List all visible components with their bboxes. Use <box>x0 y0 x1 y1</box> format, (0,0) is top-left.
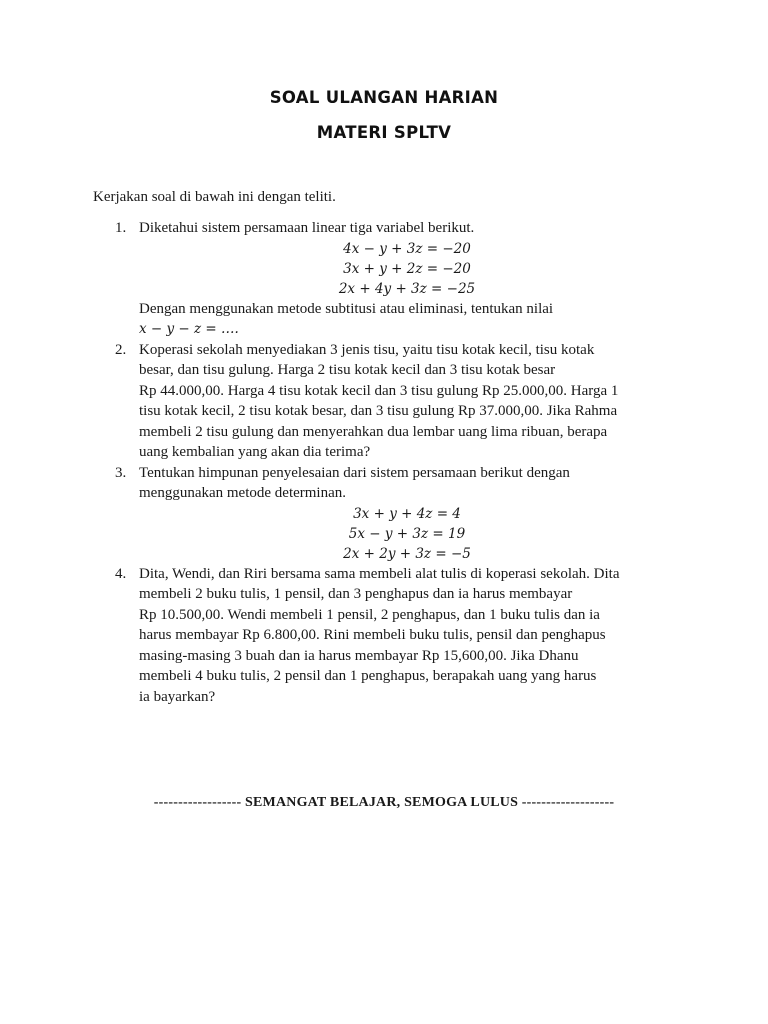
question-number: 1. <box>115 220 127 236</box>
question-text-line: membeli 4 buku tulis, 2 pensil dan 1 penghapus, berapakah uang yang harus <box>139 668 597 684</box>
question-text-line: uang kembalian yang akan dia terima? <box>139 444 371 460</box>
equation-system <box>139 504 675 564</box>
question-text-line: Dita, Wendi, dan Riri bersama sama membeli alat tulis di koperasi sekolah. Dita <box>139 565 620 582</box>
question-list <box>93 218 675 707</box>
equation-system <box>139 239 675 299</box>
question-text-line: membeli 2 buku tulis, 1 pensil, dan 3 penghapus dan ia harus membayar <box>139 586 573 602</box>
question-1 <box>93 218 675 340</box>
equation: 3x + y + 2z = −20 <box>343 260 471 277</box>
equation: 2x + 4y + 3z = −25 <box>338 280 476 297</box>
question-text-line: Tentukan himpunan penyelesaian dari sistem persamaan berikut dengan <box>139 464 570 481</box>
question-text: Dengan menggunakan metode subtitusi atau eliminasi, tentukan nilai <box>139 300 554 317</box>
question-text-line: membeli 2 tisu gulung dan menyerahkan dua lembar uang lima ribuan, berapa <box>139 423 608 440</box>
question-3 <box>93 463 675 564</box>
page-subtitle: MATERI SPLTV <box>316 123 452 142</box>
page-title: SOAL ULANGAN HARIAN <box>269 88 499 107</box>
question-text-line: besar, dan tisu gulung. Harga 2 tisu kotak kecil dan 3 tisu kotak besar <box>139 362 556 378</box>
closing-message: ------------------ SEMANGAT BELAJAR, SEMOGA LULUS ------------------- <box>153 795 615 810</box>
question-text-line: Rp 10.500,00. Wendi membeli 1 pensil, 2 penghapus, dan 1 buku tulis dan ia <box>139 606 600 623</box>
question-text: Diketahui sistem persamaan linear tiga variabel berikut. <box>139 220 475 236</box>
question-text-line: Rp 44.000,00. Harga 4 tisu kotak kecil dan 3 tisu gulung Rp 25.000,00. Harga 1 <box>139 382 619 399</box>
question-text-line: menggunakan metode determinan. <box>139 485 347 501</box>
question-4 <box>93 564 675 708</box>
question-number: 3. <box>115 464 127 481</box>
equation: 4x − y + 3z = −20 <box>343 240 471 257</box>
question-text-line: harus membayar Rp 6.800,00. Rini membeli buku tulis, pensil dan penghapus <box>139 627 606 643</box>
equation: 3x + y + 4z = 4 <box>353 505 461 522</box>
equation: 2x + 2y + 3z = −5 <box>343 545 471 562</box>
question-text-line: Koperasi sekolah menyediakan 3 jenis tisu, yaitu tisu kotak kecil, tisu kotak <box>139 341 595 358</box>
question-number: 4. <box>115 565 127 582</box>
question-2 <box>93 340 675 463</box>
instruction-text: Kerjakan soal di bawah ini dengan teliti. <box>93 189 336 205</box>
target-expression: x − y − z = …. <box>139 321 239 337</box>
question-text-line: masing-masing 3 buah dan ia harus membayar Rp 15,600,00. Jika Dhanu <box>139 647 579 664</box>
question-text-line: ia bayarkan? <box>139 688 216 705</box>
equation: 5x − y + 3z = 19 <box>348 525 466 542</box>
question-text-line: tisu kotak kecil, 2 tisu kotak besar, dan 3 tisu gulung Rp 37.000,00. Jika Rahma <box>139 403 618 419</box>
question-number: 2. <box>115 341 127 358</box>
